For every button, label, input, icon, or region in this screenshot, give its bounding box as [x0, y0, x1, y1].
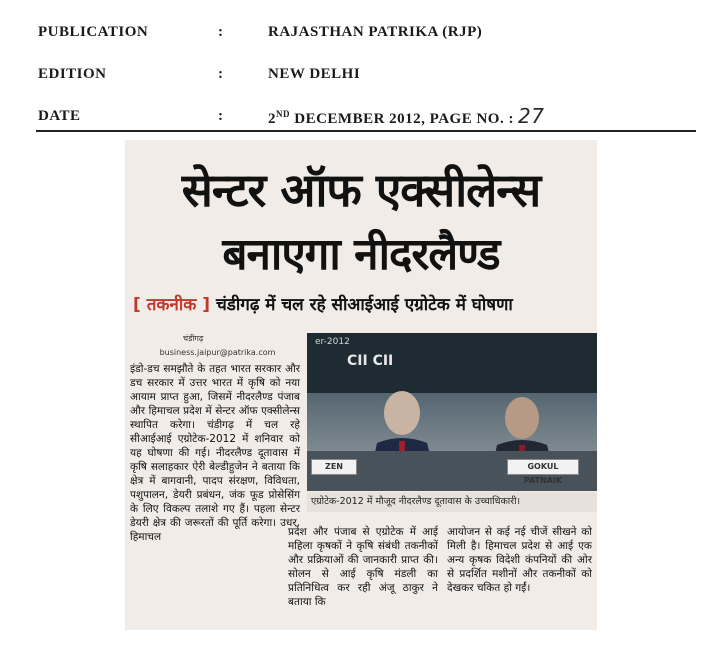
photo-backdrop-logo: CII CII [347, 353, 394, 369]
page-number-handwritten: 27 [517, 104, 545, 128]
dateline: चंडीगढ़ [183, 334, 204, 343]
publication-label: PUBLICATION [38, 24, 149, 40]
photo-caption: एग्रोटेक-2012 में मौजूद नीदरलैण्ड दूतावास के उच्चाधिकारी। [307, 492, 597, 512]
date-label: DATE [38, 108, 81, 124]
date-day: 2 [268, 111, 276, 127]
photo-year-text: er-2012 [315, 337, 350, 347]
date-value [268, 104, 544, 128]
publication-value: RAJASTHAN PATRIKA (RJP) [268, 24, 483, 40]
person-right-head [505, 397, 539, 439]
byline-email: business.jaipur@patrika.com [159, 348, 276, 357]
nameplate-right: GOKUL PATNAIK [507, 459, 579, 475]
person-left-head [384, 391, 420, 435]
header-rule [36, 130, 696, 132]
article-photo [307, 333, 597, 491]
publication-colon: : [218, 24, 224, 40]
article-column-2: प्रदेश और पंजाब से एग्रोटेक में आई महिला कृषकों ने कृषि संबंधी तकनीकों और प्रक्रियाओं की जानकारी प्राप्त की। सोलन से आई कृषि मंडली का प्रतिनिधित्व कर रही अंजू ठाकुर ने बताया कि [288, 526, 438, 608]
newspaper-clipping [125, 140, 597, 630]
article-column-3: आयोजन से कई नई चीजें सीखने को मिली है। हिमाचल प्रदेश से आई एक अन्य कृषक विदेशी कंपनियों की ओर से प्रदर्शित मशीनों और तकनीकों को देखकर चकित हो गईं। [447, 526, 592, 594]
subheadline [133, 292, 513, 315]
date-colon: : [218, 108, 224, 124]
headline-line2: बनाएगा नीदरलैण्ड [222, 229, 500, 280]
date-suffix: ND [276, 109, 290, 119]
edition-label: EDITION [38, 66, 107, 82]
edition-value: NEW DELHI [268, 66, 361, 82]
edition-colon: : [218, 66, 224, 82]
nameplate-left: ZEN [311, 459, 357, 475]
headline-line1: सेन्टर ऑफ एक्सीलेन्स [181, 163, 541, 217]
article-column-1: इंडो-डच समझौते के तहत भारत सरकार और डच सरकार में उत्तर भारत में कृषि को नया आयाम प्राप्त हुआ, जिसमें नीदरलैण्ड पंजाब और हिमाचल प्रदेश में सेन्टर ऑफ एक्सीलेन्स स्थापित करेगा। चंडीगढ़ में चल रहे सीआईआई एग्रोटेक-2012 में शनिवार को यह घोषणा की गई। नीदरलैण्ड दूतावास में कृषि सलाहकार ऐरी बेल्डीहुजेन ने बताया कि क्षेत्र में बागवानी, पादप संरक्षण, विविधता, पशुपालन, डेयरी प्रबंधन, जंक फूड प्रोसेसिंग के लिए विकल्प तलाशे गए हैं। पहला सेन्टर डेयरी क्षेत्र की जरूरतों की पूर्ति करेगा। उधर, हिमाचल [130, 363, 300, 543]
kicker-label: [ तकनीक ] [133, 295, 211, 315]
date-rest: DECEMBER 2012, PAGE NO. : [294, 111, 514, 127]
deck-text: चंडीगढ़ में चल रहे सीआईआई एग्रोटेक में घोषणा [215, 295, 513, 315]
